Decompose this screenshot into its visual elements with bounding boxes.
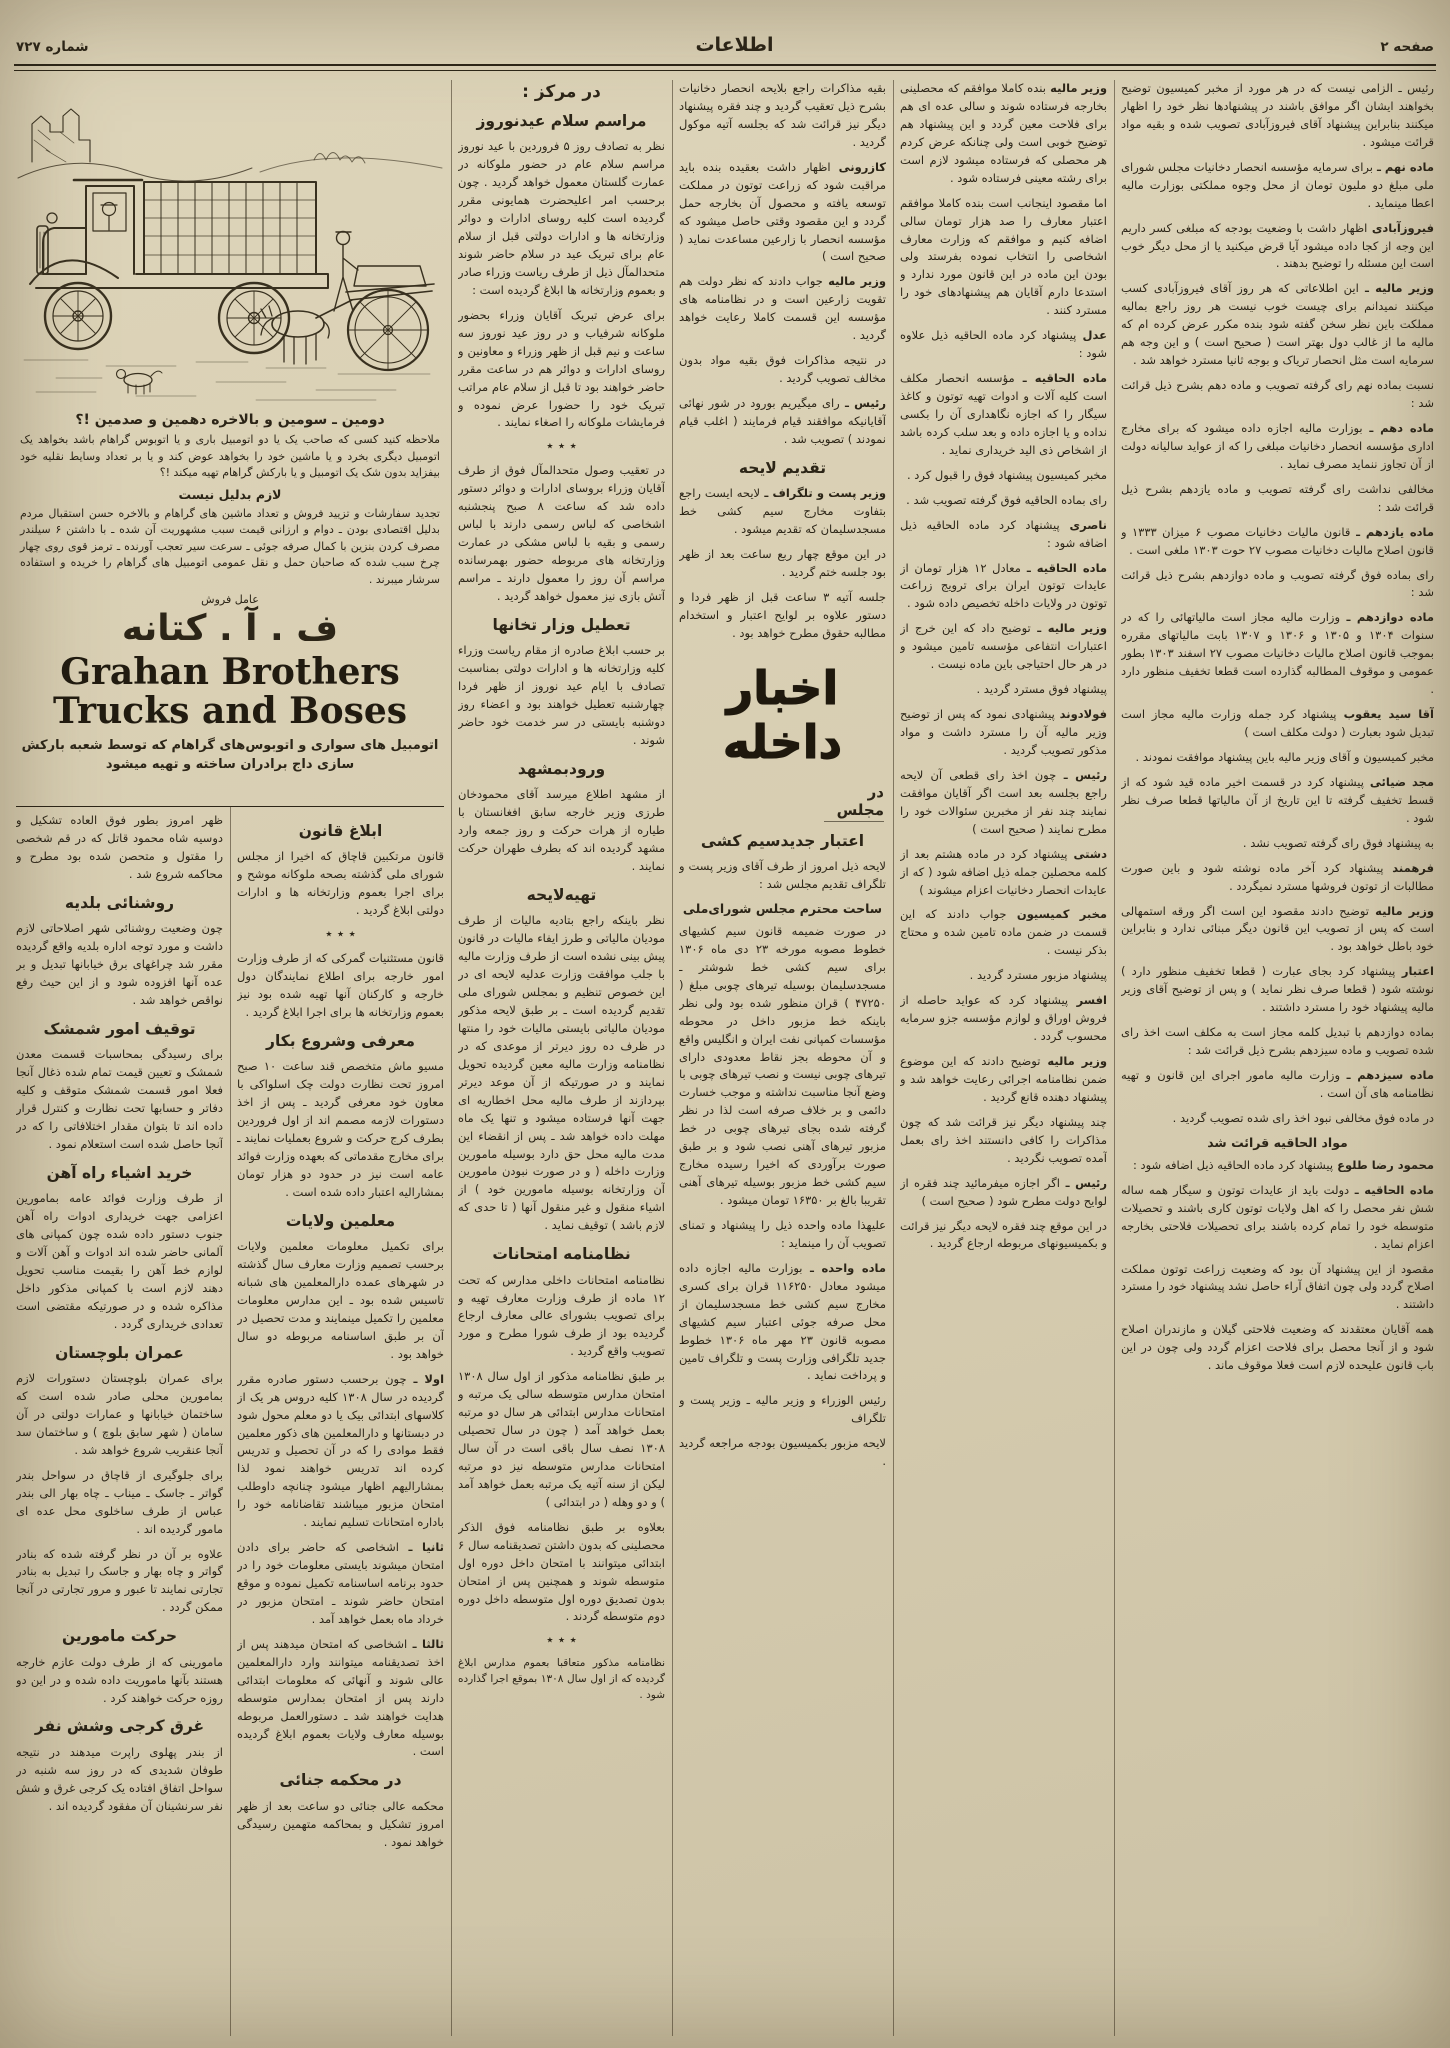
paragraph-lead: ماده واحده ـ [802, 1260, 886, 1275]
column-rule [893, 80, 894, 2036]
ad-subheadline: لازم بدلیل نیست [178, 486, 282, 502]
article-block [1121, 860, 1434, 896]
paragraph-text: ٭ ٭ ٭ [325, 927, 356, 943]
article-block [900, 620, 1107, 674]
paragraph-lead: محمود رضا طلوع [1333, 1157, 1434, 1172]
article-block [458, 912, 665, 1235]
article-block [1121, 1110, 1434, 1128]
paragraph-text: در ماده فوق مخالفی نبود اخذ رای شده تصویب گردید . [1172, 1110, 1434, 1125]
paragraph-lead: ثالثا ـ [407, 1636, 444, 1651]
article-block [237, 1032, 444, 1051]
article-block [679, 352, 886, 388]
paragraph-text: در محکمه جنائی [279, 1771, 402, 1790]
paragraph-text: ظهر امروز بطور فوق العاده تشکیل و دوسیه شاه محمود قاتل که در قم شخصی را مقتول و متحصن شده بود مطرح و محاکمه شروع شد . [16, 813, 223, 881]
article-block [679, 858, 886, 894]
paragraph-text: جواب دادند که نظر دولت هم تقویت زارعین است و در نظامنامه های مؤسسه این قسمت کاملا رعایت خواهد گردید . [679, 274, 886, 343]
article-block [1121, 1067, 1434, 1103]
paragraph-text: ٭ ٭ ٭ [546, 439, 577, 455]
paragraph-lead: رئیس ـ [839, 396, 886, 410]
paragraph-lead: اولا ـ [406, 1371, 444, 1386]
article-block [1121, 420, 1434, 474]
article-block [900, 492, 1107, 510]
paragraph-text: علیهذا ماده واحده ذیل را پیشنهاد و تمنای تصویب آن را مینماید : [679, 1217, 886, 1250]
article-block [458, 307, 665, 433]
article-block [1121, 567, 1434, 603]
paragraph-text: بوزارت مالیه اجازه داده میشود که برای مخارج اداری مؤسسه انحصار دخانیات مبلغی را که از عواید سالیانه دولت از آن تجاوز ننماید مصرف نماید . [1121, 420, 1434, 471]
paragraph-lead: وزیر مالیه [1045, 81, 1107, 95]
paragraph-lead: کازرونی [830, 159, 886, 174]
paragraph-text: رئیس الوزراء و وزیر مالیه ـ وزیر پست و تلگراف [679, 1393, 886, 1426]
paragraph-lead: ماده الحاقیه ـ [1020, 560, 1107, 575]
paragraph-lead: وزیر مالیه ـ [1030, 621, 1107, 636]
article-block [1121, 280, 1434, 370]
paragraph-text: اشخاصی که امتحان میدهند پس از اخذ تصدیقنامه میتوانند وارد دارالمعلمین عالی شوند و آنهائی که معلومات ابتدائی دارند پس از امتحان بمدارس متوسطه هدایت خواهند شد ـ دستورالعمل مربوطه بوسیله معارف ولایات بعموم ابلاغ گردیده است . [237, 1636, 444, 1759]
paragraph-text: برای عمران بلوچستان دستورات لازم بمامورین محلی صادر شده است که ساختمان خیابانها و عمارات دولتی در آن سامان ( شهر سابق بلوچ ) و ساختمان سد آنجا عنقریب شروع خواهد شد . [16, 1371, 223, 1457]
castle-sketch [32, 109, 90, 162]
article-block [1121, 835, 1434, 853]
paragraph-text: علاوه بر آن در نظر گرفته شده که بنادر گواتر و چاه بهار و جاسک را تبدیل به بنادر تجارتی نمایند تا عبور و مرور تجارتی در آنجا ممکن گردد . [16, 1546, 223, 1615]
paragraph-lead: اعتبار [1395, 964, 1434, 979]
article-block [1121, 1024, 1434, 1060]
ad-latin-title [16, 653, 444, 731]
article-block [458, 82, 665, 102]
paragraph-lead: مخبر کمیسیون [1006, 907, 1107, 922]
article-block [1121, 80, 1434, 152]
graham-brothers-ad [16, 78, 444, 804]
article-block [1121, 749, 1434, 767]
paragraph-text: از طرف وزارت فوائد عامه بمامورین اعزامی جهت خریداری ادوات راه آهن جنوب دستور داده شده چون کمپانی های آلمانی حاضر شده اند ادوات و آهن آلات و لوازم خط آهن را بقیمت مناسب تحویل دهند لازم است با کمپانی مذکور داخل مذاکره شده و در صورتیکه مقتضی است تعدادی خریداری گردد . [16, 1191, 223, 1331]
paragraph-text: توضیح دادند که این موضوع ضمن نظامنامه اجرائی رعایت خواهد شد و پیشنهاد دهنده قانع گردید . [900, 1054, 1107, 1104]
ad-paragraph-2: تجدید سفارشات و تزیید فروش و تعداد ماشین های گراهام و بالاخره حسن استقبال مردم بدلیل اقتصادی بودن ـ دوام و ارزانی قیمت سبب مشهوریت آن شده ـ با داشتن ۶ سیلندر مصرف کردن بنزین با کمال صرفه جوئی ـ سرعت سیر تعجب آورنده ـ ترمز قوی روی چهار چرخ سبب شده که صاحبان حمل و نقل عمومی اتومبیل های گراهام را خریده و استفاده سرشار میبرند . [20, 506, 440, 586]
article-block [900, 467, 1107, 485]
paragraph-text: مامورینی که از طرف دولت عازم خارجه هستند بآنها ماموریت داده شده و در این دو روزه حرکت خواهند کرد . [16, 1654, 223, 1705]
truck-chassis [36, 274, 328, 288]
paragraph-text: ساحت محترم مجلس شورای‌ملی [682, 900, 883, 916]
article-block [679, 395, 886, 449]
paragraph-lead: ماده الحاقیه ـ [1349, 1182, 1434, 1197]
paragraph-text: قانون مستثنیات گمرکی که از طرف وزارت امور خارجه برای اطلاع نمایندگان دول خارجه و کارکنان آنها تهیه شده بود نیز بعموم وزارتخانه ها برای اجرا ابلاغ گردید . [237, 951, 444, 1019]
article-block [237, 1636, 444, 1762]
paragraph-text: رئیس ـ الزامی نیست که در هر مورد از مخبر کمیسیون توضیح بخواهند ایشان اگر موافق باشند در پیشنهادها نظر خود را اظهار میکنند بنابراین پیشنهاد آقای فیروزآبادی تصویب شده و بقیه مواد قرائت میشود . [1121, 81, 1434, 149]
paragraph-lead: فرهمند [1383, 860, 1434, 875]
article-block [16, 1164, 223, 1183]
paragraph-text: معلمین ولایات [285, 1211, 396, 1230]
paragraph-text: در این موقع چهار ربع ساعت بعد از ظهر بود جلسه ختم گردید . [679, 547, 886, 579]
paragraph-text: معادل ۱۲ هزار تومان از عایدات توتون ایران برای ترویج زراعت توتون در ولایات داخله تخصیص داده شود . [900, 560, 1107, 611]
article-block [458, 1272, 665, 1362]
paragraph-text: اعتبار جدیدسیم کشی [700, 831, 865, 850]
paragraph-text: چون اخذ رای قطعی آن لایحه راجع بجلسه بعد است اگر آقایان موافقت نمایند چند نفر از مخبرین سئوالات خود را مطرح نمایند ( صحیح است ) [900, 767, 1107, 836]
article-block [16, 812, 223, 884]
ad-latin-line-2: Trucks and Boses [52, 689, 408, 732]
paragraph-text: نسبت بماده نهم رای گرفته تصویب و ماده دهم بشرح ذیل قرائت شد : [1121, 378, 1434, 410]
ad-paragraph-1: ملاحظه کنید کسی که صاحب یک یا دو اتومبیل باری و یا اتوبوس گراهام باشد بخواهد یک اتومبیل دیگری بخرد و یا ماشین خود را بخواهد عوض کند و یا بر تعداد وسایط نقلیه خود بیفزاید بدون شک یک اتومبیل و یا بارکش گراهام تهیه میکند !؟ [20, 433, 440, 479]
paragraph-text: مسیو ماش متخصص قند ساعت ۱۰ صبح امروز تحت نظارت دولت چک اسلواکی با معاون خود معرفی گردید ـ پس از اخذ دستورات لازمه مصمم اند از اول فروردین بطرف کرج حرکت و شروع بعملیات نمایند ـ برای مخارج مقدماتی که بعهده وزارت فوائد عامه است نیز در حدود دو هزار تومان بمشارالیه اعتبار داده شده است . [237, 1059, 444, 1199]
article-block [237, 950, 444, 1022]
paragraph-text: برای عرض تبریک آقایان وزراء بحضور ملوکانه شرفیاب و در روز عید نوروز سه ساعت و نیم قبل از ظهر وزراء و معاونین و روسای ادارات و دوائر هم در ساعت مقرر حاضر خواهند بود تا قبل از سلام عام مراتب تبریک خود را حضورا عرض نموده و فرمایشات ملوکانه را اصغاء نمایند . [458, 307, 665, 430]
article-block [900, 992, 1107, 1046]
paragraph-text: مخبر کمیسیون و آقای وزیر مالیه باین پیشنهاد موافقت نمودند . [1135, 749, 1434, 764]
article-block [16, 1627, 223, 1646]
article-block [16, 1654, 223, 1708]
truck-stake-bed [144, 182, 316, 274]
article-block [1121, 1321, 1434, 1375]
paragraph-text: اما مقصود اینجانب است بنده کاملا موافقم اعتبار معارف را صد هزار تومان سالی اضافه کنیم و موافقم که وزارت معارف اشخاصی را انتخاب نموده بفرستد ولی بودن این ماده در این قانون مورد ندارد و استدعا دارم آقایان هم پیشنهادهای خود را مسترد کنند . [900, 195, 1107, 318]
paragraph-text: اخبار داخله [722, 660, 843, 769]
paragraph-lead: دشتی [1067, 846, 1107, 861]
article-block [458, 642, 665, 750]
column-rule [230, 806, 231, 2036]
ad-agent-label: عامل فروش [201, 593, 259, 606]
article-block [16, 1046, 223, 1154]
paragraph-text: بنده کاملا موافقم که محصلینی بخارجه فرستاده شوند و سالی عده ای هم برای فلاحت معین گردد و این پیشنهاد هم توضیح خوبی است ولی چنانکه عرض کردم هر محصلی که فرستاده میشود لازم است برای رشته معینی فرستاده شود . [900, 81, 1107, 185]
article-block [679, 485, 886, 539]
article-block [458, 112, 665, 131]
paragraph-text: همه آقایان معتقدند که وضعیت فلاحتی گیلان و مازندران اصلاح شود و از آنجا محصل برای فلاحت اعزام گردد ولی چون در این باب قانون علیحده لازم است فعلا موقوف ماند . [1121, 1322, 1434, 1373]
article-block [679, 546, 886, 582]
article-block [237, 927, 444, 942]
paragraph-text: در این موقع چند فقره لایحه دیگر نیز قرائت و بکمیسیونهای مربوطه ارجاع گردید . [900, 1218, 1107, 1251]
paragraph-text: پیشنهاد کرد در ماده هشتم بعد از کلمه محصلین جمله ذیل اضافه شود ( که از عایدات انحصار دخانیات اعزام میشوند ) [900, 846, 1107, 897]
article-block [679, 273, 886, 345]
article-block [900, 1218, 1107, 1254]
paragraph-text: تعطیل وزار تخانها [492, 615, 631, 634]
article-block [458, 1368, 665, 1512]
article-block [16, 920, 223, 1010]
paragraph-lead: رئیس ـ [1059, 1175, 1107, 1190]
paragraph-text: جواب دادند که این قسمت در ضمن ماده تامین شده و محتاج بذکر نیست . [900, 907, 1107, 958]
paragraph-lead: ماده نهم ـ [1372, 159, 1434, 174]
column-rule [1114, 80, 1115, 2036]
paragraph-text: مواد الحاقیه قرائت شد [1207, 1134, 1348, 1150]
paragraph-text: بماده دوازدهم با تبدیل کلمه مجاز است به مکلف است اخذ رای شده تصویب و ماده سیزدهم بشرح ذیل قرائت شد : [1121, 1025, 1434, 1058]
column-rule [451, 80, 452, 2036]
paragraph-text: چون برحسب دستور صادره مقرر گردیده در سال ۱۳۰۸ کلیه دروس هر یک از کلاسهای ابتدائی بیک یا دو معلم محول شود در دبستانها و دارالمعلمین های ذکور معلمین فقط موادی را که در آن تحصیل و تدریس کرده اند تدریس خواهند نمود لذا بمشارالیهم اظهار میشود چنانچه داوطلب امتحان مزبور میباشند تقاضانامه خود را باداره امتحانات تسلیم نمایند . [237, 1371, 444, 1530]
headlight [47, 213, 57, 223]
paragraph-text: روشنائی بلدیه [64, 893, 175, 912]
paragraph-text: جلسه آتیه ۳ ساعت قبل از ظهر فردا و دستور علاوه بر لوایح اعتبار و استخدام مطالبه حقوق مطرح خواهد بود . [679, 589, 886, 640]
column-majlis-debate-2 [900, 80, 1107, 2036]
article-block [679, 1260, 886, 1386]
article-block [679, 80, 886, 152]
paragraph-text: وزارت مالیه مامور اجرای این قانون و تهیه نظامنامه های آن است . [1121, 1068, 1434, 1100]
article-block [1121, 903, 1434, 957]
paragraph-text: توضیح داد که این خرج از اعتبارات انتفاعی مؤسسه تامین میشود و در هر حال احتیاجی باین ماده نیست . [900, 621, 1107, 672]
article-block [900, 327, 1107, 363]
article-block [1121, 609, 1434, 699]
article-block [900, 906, 1107, 960]
paragraph-text: در نتیجه مذاکرات فوق بقیه مواد بدون مخالف تصویب گردید . [679, 353, 886, 386]
page-header [16, 34, 1434, 56]
article-block [237, 1238, 444, 1364]
paragraph-lead: وزیر مالیه ـ [1358, 281, 1434, 296]
paragraph-text: تهیه‌لایحه [526, 885, 597, 904]
article-block [458, 616, 665, 635]
article-block [1121, 481, 1434, 517]
article-block [237, 1798, 444, 1852]
paragraph-text: در مرکز : [522, 82, 601, 102]
paragraph-lead: مجد ضیائی [1363, 774, 1434, 789]
article-block [458, 1519, 665, 1627]
article-block [679, 1217, 886, 1253]
paragraph-lead: ناصری [1059, 517, 1107, 532]
paragraph-text: مراسم سلام عیدنوروز [476, 112, 647, 130]
paragraph-text: توقیف امور شمشک [43, 1019, 196, 1038]
paragraph-text: پیشنهاد کرد در قسمت اخیر ماده قید شود که از قسط تخفیف گرفته تا این تاریخ از آن مالیاتها قطعا صرف نظر شود . [1121, 774, 1434, 825]
article-block [237, 1371, 444, 1532]
article-block [900, 706, 1107, 760]
article-block [679, 661, 886, 769]
paragraph-text: خرید اشیاء راه آهن [46, 1163, 193, 1182]
paragraph-text: پیشنهاد کرد آخر ماده نوشته شود و باین صورت مطالبات از توتون فروشها مسترد نمیگردد . [1121, 860, 1434, 893]
article-block [458, 439, 665, 454]
article-block [1121, 159, 1434, 213]
article-block [458, 786, 665, 876]
paragraph-text: عمران بلوچستان [55, 1343, 184, 1362]
paragraph-lead: ماده الحاقیه ـ [1014, 371, 1107, 386]
ad-tagline: اتومبیل های سواری و اتوبوس‌های گراهام که توسط شعبه بارکش سازی داج برادران ساخته و تهیه میشود [21, 737, 439, 772]
paragraph-text: نظامنامه امتحانات داخلی مدارس که تحت ۱۲ ماده از طرف وزارت معارف تهیه و برای تصویب بشورای عالی معارف ارجاع گردیده بود از طرف شورا مطرح و مورد تصویب واقع گردید . [458, 1272, 665, 1359]
article-block [458, 1245, 665, 1264]
paragraph-lead: ماده سیزدهم ـ [1340, 1068, 1434, 1082]
paragraph-lead: عدل [1076, 328, 1107, 343]
paragraph-lead: ماده دهم ـ [1362, 420, 1434, 435]
paragraph-text: این اطلاعاتی که هر روز آقای فیروزآبادی کسب میکنند نمیدانم برای چیست خوب نیست هر روز راجع بمالیه مملکت باین نظر سخن گفته شود بنده مکرر عرض کرده ام که مالیه ما از غالب دول بهتر است ( صحیح است ) و این وجه هم سرمایه است مثل انحصار تریاک و بوجه ثانیا مسترد خواهد شد . [1121, 281, 1434, 368]
article-block [900, 560, 1107, 614]
paragraph-text: دولت باید از عایدات توتون و سیگار همه ساله شش نفر محصل را که اهل ولایات توتون کاری باشند و تحصیلات متوسطه خود را تمام کرده باشند برای تحصیلات فلاحتی بخارجه اعزام نماید . [1121, 1182, 1434, 1251]
paragraph-text: پیشنهاد کرد که عواید حاصله از فروش اوراق و لوازم مؤسسه جزو سرمایه محسوب گردد . [900, 993, 1107, 1044]
paragraph-text: رای بماده فوق گرفته تصویب و ماده دوازدهم بشرح ذیل قرائت شد : [1121, 567, 1434, 600]
paragraph-text: بقیه مذاکرات راجع بلایحه انحصار دخانیات بشرح ذیل تعقیب گردید و چند فقره پیشنهاد دیگر نیز قرائت شد که بجلسه آتیه موکول گردید . [679, 81, 886, 149]
article-block [679, 901, 886, 916]
paragraph-text: توضیح دادند مقصود این است اگر ورقه استمهالی است که پس از تصویب این قانون دیگر مبنائی ندارد و بنابراین خود باطل خواهد بود . [1121, 903, 1434, 954]
paragraph-text: در صورت ضمیمه قانون سیم کشیهای خطوط مصوبه مورخه ۲۳ دی ماه ۱۳۰۶ برای سیم کشی خط شوشتر ـ مسجدسلیمان بوسیله تیرهای چوبی مبلغ ( ۴۷۲۵۰ ) قران منظور شده بود ولی نظر باینکه خط مزبور داخل در محوطه مؤسسات کمپانی نفت ایران و انگلیس واقع و آن محوطه بجز نقاط معدودی دارای تیرهای چوبی نیست و نصب تیرهای چوبی با وضع آنجا مناسبت نداشته و موجب خسارت دائمی و بر خلاف صرفه است لذا در نظر گرفته شده بجای تیرهای چوبی در خط مزبور تیرهای آهنی نصب شود و بر طبق صورت برآوردی که اخیرا رسیده مخارج سیم کشی خط مزبور بوسیله تیرهای آهنی تقریبا بالغ بر ۱۶۳۵۰ تومان میشود . [679, 923, 886, 1207]
paragraph-text: برای جلوگیری از قاچاق در سواحل بندر گواتر ـ جاسک ـ میناب ـ چاه بهار الی بندر عباس از طرف ساخلوی محل عده ای مامور گردیده اند . [16, 1467, 223, 1536]
paragraph-lead: ثانیا ـ [398, 1540, 444, 1555]
paragraph-text: از مشهد اطلاع میرسد آقای محمودخان طرزی وزیر خارجه سابق افغانستان با طیاره از هرات حرکت و روز جمعه وارد مشهد گردیده اند که بطرف طهران حرکت نمایند . [458, 787, 665, 873]
article-block [900, 967, 1107, 985]
article-block [1121, 524, 1434, 560]
paragraph-text: اظهار داشت با وضعیت بودجه که مبلغی کسر داریم این وجه از کجا داده میشود آیا قرض میکنید یا از محل دیگر خوب است این مسئله را توضیح بدهند . [1121, 220, 1434, 271]
paragraph-text: پیشنهاد کرد جمله وزارت مالیه مجاز است تبدیل شود بعبارت ( دولت مکلف است ) [1121, 707, 1434, 739]
article-block [679, 589, 886, 643]
column-laws-and-teachers [237, 812, 444, 2036]
article-block [900, 517, 1107, 553]
paragraph-text: بر حسب ابلاغ صادره از مقام ریاست وزراء کلیه وزارتخانه ها و ادارات دولتی بمناسبت تصادف با ایام عید نوروز از ظهر فردا چهارشنبه تعطیل خواهند بود و اعضاء روز دوشنبه بایستی در سر خدمت خود حاضر شوند . [458, 643, 665, 747]
truck-ad-illustration [16, 78, 444, 408]
article-block [679, 832, 886, 851]
paragraph-text: اظهار داشت بعقیده بنده باید مراقبت شود که زراعت توتون در مملکت توسعه یافته و محصول آن بخارجه حمل گردد و این مقصود وقتی حاصل میشود که مؤسسه انحصار با زارعین مساعدت نماید ( صحیح است ) [679, 159, 886, 264]
article-block [900, 370, 1107, 460]
paragraph-lead: آقا سید یعقوب [1336, 707, 1434, 722]
page-number: صفحه ۲ [1380, 39, 1434, 55]
article-block [900, 195, 1107, 321]
paragraph-text: نظامنامه مذکور متعاقبا بعموم مدارس ابلاغ گردیده که از اول سال ۱۳۰۸ بموقع اجرا گذارده شود . [458, 1657, 665, 1701]
paragraph-text: اگر اجازه میفرمائید چند فقره از لوایح دولت مطرح شود ( صحیح است ) [900, 1175, 1107, 1208]
article-block [458, 760, 665, 779]
header-rule [14, 64, 1436, 71]
paragraph-text: پیشنهاد کرد ماده الحاقیه ذیل اضافه شود : [1132, 1157, 1334, 1172]
paragraph-text: لایحه ایست راجع بتفاوت مخارج سیم کشی خط مسجدسلیمان که تقدیم میشود . [679, 486, 886, 537]
article-block [824, 783, 884, 822]
article-block [16, 1467, 223, 1539]
article-block [900, 1053, 1107, 1107]
paragraph-text: چون وضعیت روشنائی شهر اصلاحاتی لازم داشت و مورد توجه اداره بلدیه واقع گردیده مقرر شد چراغهای برق خیابانها تبدیل و بر عده آنها افزوده شود و از این حیث رفع نواقص خواهد شد . [16, 921, 223, 1007]
paragraph-text: مؤسسه انحصار مکلف است کلیه آلات و ادوات تهیه توتون و کاغذ سیگار را که اجازه نگاهداری آن را بکسی نداده و یا اجازه داده و بعد سلب کرده باشد از اشخاص ذی الید خریداری نماید . [900, 371, 1107, 457]
paragraph-text: از بندر پهلوی راپرت میدهند در نتیجه طوفان شدیدی که در روز سه شنبه در سواحل اتفاق افتاده یک کرجی غرق و شش نفر سرنشینان آن مفقود گردیده اند . [16, 1744, 223, 1813]
article-block [16, 1717, 223, 1736]
paragraph-text: بر طبق نظامنامه مذکور از اول سال ۱۳۰۸ امتحان مدارس متوسطه سالی یک مرتبه و امتحانات مدارس ابتدائی هر سال دو مرتبه بعمل خواهد آمد ( چون در سال تحصیلی ۱۳۰۸ نصف سال باقی است در آن سال امتحانات مدارس متوسطه نیز دو مرتبه لیکن از سنه آتیه یک مرتبه بعمل خواهد آمد ) و دو وهله ( در ابتدائی ) [458, 1369, 665, 1509]
ad-headline: دومین ـ سومین و بالاخره دهمین و صدمین !؟ [75, 412, 385, 428]
article-block [900, 1175, 1107, 1211]
article-block [900, 1114, 1107, 1168]
ad-latin-line-1: Grahan Brothers [60, 651, 400, 693]
paragraph-text: ورودبمشهد [517, 759, 606, 778]
article-block [16, 894, 223, 913]
paragraph-lead: ماده یازدهم ـ [1350, 524, 1434, 539]
paragraph-text: چند پیشنهاد دیگر نیز قرائت شد که چون مذاکرات را کافی دانستند اخذ رای بعمل آمده تصویب نگردید . [900, 1114, 1107, 1165]
paragraph-text: برای رسیدگی بمحاسبات قسمت معدن شمشک و تعیین قیمت تمام شده ذغال آنجا فعلا امور قسمت شمشک متوقف و کلیه دفاتر و حسابها تحت نظارت و کنترل قرار داده اند تا بتوان مقدار اختلافاتی را که در آنجا حاصل شده است استعلام نمود . [16, 1047, 223, 1151]
paragraph-text: اشخاصی که حاضر برای دادن امتحان میشوند بایستی معلومات خود را در حدود برنامه اساسنامه تکمیل نموده و موقع امتحان حاضر شوند ـ امتحان مزبور در خرداد ماه بعمل خواهد آمد . [237, 1540, 444, 1626]
article-block [16, 1344, 223, 1363]
paragraph-text: بوزارت مالیه اجازه داده میشود معادل ۱۱۶۲۵۰ قران برای کسری مخارج سیم کشی خط مسجدسلیمان از محل صرفه جوئی اعتبار سیم کشیهای مصوبه قانون ۲۳ مهر ماه ۱۳۰۶ خطوط جدید تلگرافی وزارت پست و تلگراف تامین و پرداخت نماید . [679, 1260, 886, 1383]
paragraph-text: مخبر کمیسیون پیشنهاد فوق را قبول کرد . [907, 467, 1107, 482]
article-block [679, 1392, 886, 1428]
article-block [16, 1744, 223, 1816]
paragraph-lead: وزیر مالیه [1040, 1054, 1107, 1068]
paragraph-text: پیشنهاد کرد ماده الحاقیه ذیل علاوه شود : [900, 328, 1107, 361]
article-block [679, 159, 886, 267]
article-block [16, 1190, 223, 1334]
article-block [237, 1058, 444, 1202]
article-block [1121, 774, 1434, 828]
paragraph-text: پیشنهاد مزبور مسترد گردید . [969, 968, 1107, 983]
column-in-the-capital [458, 80, 665, 2036]
paragraph-text: لایحه مزبور بکمیسیون بودجه مراجعه گردید . [679, 1436, 886, 1469]
paragraph-text: نظر باینکه راجع بتادیه مالیات از طرف مودیان مالیاتی و طرز ایفاء مالیات در قانون پیش بینی نشده است از طرف وزارت مالیه با جلب موافقت وزارت عدلیه لایحه ای در این خصوص تنظیم و بمجلس شورای ملی تقدیم گردیده است ـ بر طبق لایحه مذکور مودیان مالیاتی بایستی مالیات خود را منتها در ظرف ده روز دیرتر از موعدی که در نظامنامه وزارت مالیه معین گردیده تحویل نمایند و در صورتیکه از آن موعد دیرتر بپردازند از طرف مالیه محل اخطاریه ای جهت آنها فرستاده میشود و تنها یک ماه مهلت داده خواهد شد ـ پس از انقضاء این مدت مالیه محل حق دارد بوسیله مامورین وزارت داخله ( و در صورت نبودن مامورین آن وزارتخانه بوسیله مامورین خود ) از اشیاء منقول و غیر منقول آنها ( تا حدی که لازم باشد ) توقیف نماید . [458, 913, 665, 1233]
article-block [1121, 1261, 1434, 1315]
paragraph-text: پیشنهاد فوق مسترد گردید . [976, 682, 1107, 697]
paragraph-text: نظامنامه امتحانات [492, 1245, 631, 1264]
paragraph-text: وزارت مالیه مجاز است مالیاتهائی را که در سنوات ۱۳۰۴ و ۱۳۰۵ و ۱۳۰۶ و ۱۳۰۷ بابت مالیاتهای مقرره بموجب قانون اصلاح مالیات دخانیات مصوب ۲۷ اسفند ۱۳۰۳ بطور عمومی و موقوف المطالبه گذارده است قطعا تخفیف منظور دارد . [1121, 610, 1434, 697]
paragraph-text: به پیشنهاد فوق رای گرفته تصویب نشد . [1242, 835, 1434, 850]
masthead: اطلاعات [695, 34, 774, 56]
article-block [679, 459, 886, 478]
column-majlis-debate-1 [1121, 80, 1434, 2036]
paragraph-text: لایحه ذیل امروز از طرف آقای وزیر پست و تلگراف تقدیم مجلس شد : [679, 859, 886, 891]
paragraph-text: برای تکمیل معلومات معلمین ولایات برحسب تصمیم وزارت معارف سال گذشته در شهرهای عمده دارالمعلمین های شبانه تاسیس شده بود ـ این مدارس معلومات معلمین را تکمیل مینمایند و مدت تحصیل در آن بر طبق اساسنامه مربوطه دو سال خواهد بود . [237, 1239, 444, 1361]
paragraph-lead: وزیر پست و تلگراف ـ [760, 486, 886, 501]
article-block [1121, 1135, 1434, 1150]
article-block [237, 1212, 444, 1231]
paragraph-text: معرفی وشروع بکار [266, 1031, 415, 1050]
article-block [679, 1435, 886, 1471]
article-block [237, 822, 444, 841]
issue-number: شماره ۷۲۷ [16, 39, 89, 55]
article-block [1121, 220, 1434, 274]
article-block [458, 138, 665, 299]
article-block [1121, 963, 1434, 1017]
article-block [1121, 706, 1434, 742]
article-block [1121, 377, 1434, 413]
paragraph-lead: فیروزآبادی [1367, 220, 1434, 235]
column-city-news [16, 812, 223, 2036]
article-block [900, 80, 1107, 188]
paragraph-text: ابلاغ قانون [298, 822, 383, 840]
article-block [900, 681, 1107, 699]
article-block [679, 923, 886, 1210]
article-block [16, 1020, 223, 1039]
column-rule [672, 80, 673, 2036]
article-block [458, 462, 665, 606]
ad-agent-name: ف . آ . کتانه [121, 608, 339, 649]
article-block [1121, 1157, 1434, 1175]
paragraph-text: قانون مالیات دخانیات مصوب ۶ میزان ۱۳۳۳ و قانون اصلاح مالیات دخانیات مصوب ۲۷ حوت ۱۳۰۳ ملغی است . [1121, 524, 1434, 557]
paragraph-text: بعلاوه بر طبق نظامنامه فوق الذکر محصلینی که بدون داشتن تصدیقنامه سال ۶ ابتدائی میتوانند با امتحان داخل دوره اول متوسطه شوند و همچنین پس از امتحان بدون تصدیق دوره اول متوسطه داخل دوره دوم متوسطه گردند . [458, 1519, 665, 1624]
article-block [16, 1370, 223, 1460]
paragraph-text: مقصود از این پیشنهاد آن بود که وضعیت زراعت توتون مملکت اصلاح گردد ولی چون اتفاق آراء حاصل نشد پیشنهاد خود را مسترد داشتند . [1121, 1261, 1434, 1312]
article-block [237, 848, 444, 920]
hills-sketch [18, 163, 252, 181]
paragraph-text: رای میگیریم بورود در شور نهائی آقایانیکه موافقند قیام فرمایند ( اغلب قیام نمودند ) تصویب شد . [679, 396, 886, 446]
article-block [458, 1633, 665, 1648]
paragraph-lead: افسر [1068, 993, 1107, 1008]
paragraph-text: مخالفی نداشت رای گرفته تصویب و ماده یازدهم بشرح ذیل قرائت شد : [1121, 481, 1434, 514]
paragraph-lead: ماده دوازدهم ـ [1340, 610, 1434, 625]
paragraph-text: در تعقیب وصول متحدالمآل فوق از طرف آقایان وزراء بروسای ادارات و دوائر دستور داده شد که ساعت ۸ صبح پنجشنبه اشخاصی که لباس رسمی دارند با لباس رسمی و بقیه با لباس مشکی در عمارت وزارتخانه های مربوطه حضور بهمرسانده مراسم آن روز را معمول دارند ـ مراسم آتش بازی نیز معمول خواهد گردید . [458, 463, 665, 603]
paragraph-text: ٭ ٭ ٭ [546, 1633, 577, 1649]
paragraph-text: برای سرمایه مؤسسه انحصار دخانیات مجلس شورای ملی مبلغ دو ملیون تومان از محل وجوه مملکتی بوزارت مالیه اعطا مینماید . [1121, 159, 1434, 210]
paragraph-lead: فولادوند [1054, 707, 1107, 722]
column-majlis-end-and-domestic-news [679, 80, 886, 2036]
paragraph-text: محکمه عالی جنائی دو ساعت بعد از ظهر امروز تشکیل و بمحاکمه متهمین رسیدگی خواهد نمود . [237, 1798, 444, 1849]
article-block [16, 1546, 223, 1618]
paragraph-text: رای بماده الحاقیه فوق گرفته تصویب شد . [906, 492, 1107, 507]
paragraph-text: پیشنهاد کرد بجای عبارت ( قطعا تخفیف منظور دارد ) نوشته شود ( قطعا صرف نظر نماید ) و پس از توضیح آقای وزیر مالیه پیشنهاد خود را مسترد داشتند . [1121, 964, 1434, 1015]
paragraph-lead: وزیر مالیه [1369, 903, 1434, 918]
paragraph-text: نظر به تصادف روز ۵ فروردین با عید نوروز مراسم سلام عام در حضور ملوکانه در عمارت گلستان معمول خواهد گردید . چون برحسب امر اعلیحضرت همایونی مقرر گردیده است کلیه روسای ادارات و دوائر وزارتخانه ها و ادارات دولتی قبل از سلام عام برای تبریک عید در سلام حاضر شوند متحدالمآل ذیل از طرف ریاست وزراء صادر و بعموم وزارتخانه ها ابلاغ گردیده است : [458, 139, 665, 297]
paragraph-text: حرکت مامورین [61, 1627, 178, 1646]
paragraph-text: قانون مرتکبین قاچاق که اخیرا از مجلس شورای ملی گذشته بصحه ملوکانه موشح و برای اجرا بعموم وزارتخانه ها و ادارات دولتی ابلاغ گردید . [237, 849, 444, 918]
article-block [1121, 1182, 1434, 1254]
article-block [237, 1771, 444, 1790]
paragraph-text: پیشنهاد کرد ماده الحاقیه ذیل اضافه شود : [900, 517, 1107, 550]
article-block [900, 846, 1107, 900]
paragraph-lead: رئیس ـ [1056, 767, 1107, 782]
article-block [458, 886, 665, 905]
article-block [458, 1656, 665, 1703]
paragraph-text: غرق کرجی وشش نفر [34, 1717, 205, 1736]
paragraph-text: در مجلس [836, 782, 884, 819]
carter-figure [337, 232, 350, 245]
paragraph-text: پیشنهادی نمود که پس از توضیح وزیر مالیه آن را مسترد داشت و مواد مذکور تصویب گردید . [900, 707, 1107, 757]
article-block [900, 767, 1107, 839]
paragraph-text: تقدیم لایحه [738, 458, 827, 477]
article-block [237, 1539, 444, 1629]
paragraph-lead: وزیر مالیه [822, 274, 886, 289]
